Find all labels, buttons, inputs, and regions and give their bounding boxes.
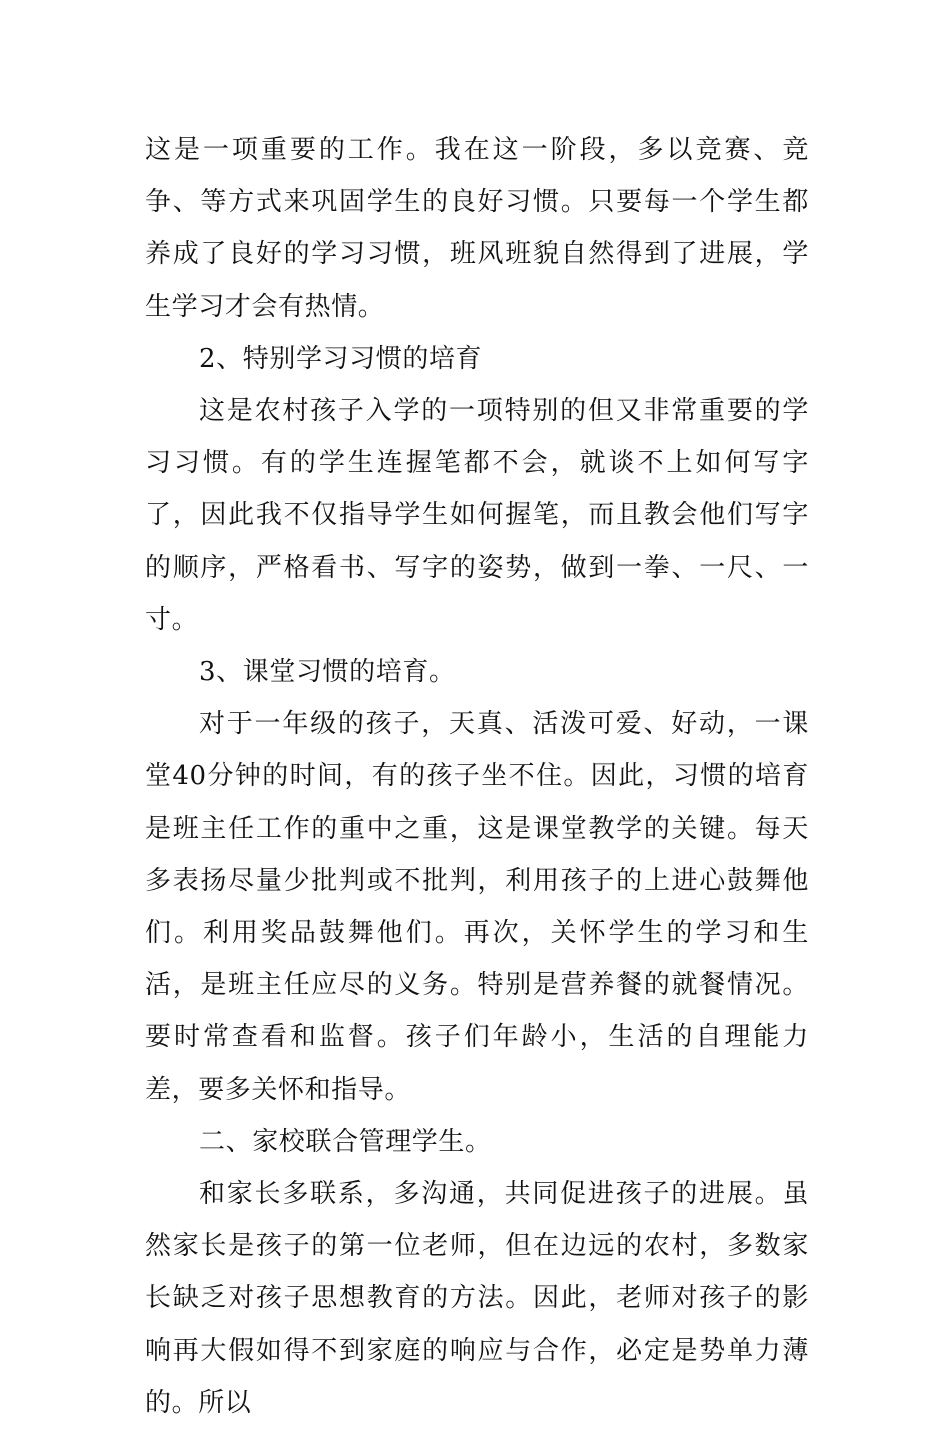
heading-home-school-cooperation: 二、家校联合管理学生。 [199,1126,492,1157]
paragraph-habits-consolidation: 这是一项重要的工作。我在这一阶段，多以竞赛、竞争、等方式来巩固学生的良好习惯。只要每一个学生都养成了良好的学习习惯，班风班貌自然得到了进展，学生学习才会有热情。 [145,135,809,322]
heading-special-study-habits: 2、特别学习习惯的培育 [199,343,483,374]
paragraph-writing-posture: 这是农村孩子入学的一项特别的但又非常重要的学习习惯。有的学生连握笔都不会，就谈不上如何写字了，因此我不仅指导学生如何握笔，而且教会他们写字的顺序，严格看书、写字的姿势，做到一拳、一尺、一寸。 [145,396,809,635]
document-body [145,124,809,1429]
paragraph-parent-communication: 和家长多联系，多沟通，共同促进孩子的进展。虽然家长是孩子的第一位老师，但在边远的农村，多数家长缺乏对孩子思想教育的方法。因此，老师对孩子的影响再大假如得不到家庭的响应与合作，必定是势单力薄的。所以 [145,1179,809,1418]
heading-classroom-habits: 3、课堂习惯的培育。 [199,657,456,688]
paragraph-classroom-care: 对于一年级的孩子，天真、活泼可爱、好动，一课堂40分钟的时间，有的孩子坐不住。因此，习惯的培育是班主任工作的重中之重，这是课堂教学的关键。每天多表扬尽量少批判或不批判，利用孩子的上进心鼓舞他们。利用奖品鼓舞他们。再次，关怀学生的学习和生活，是班主任应尽的义务。特别是营养餐的就餐情况。要时常查看和监督。孩子们年龄小，生活的自理能力差，要多关怀和指导。 [145,709,809,1105]
